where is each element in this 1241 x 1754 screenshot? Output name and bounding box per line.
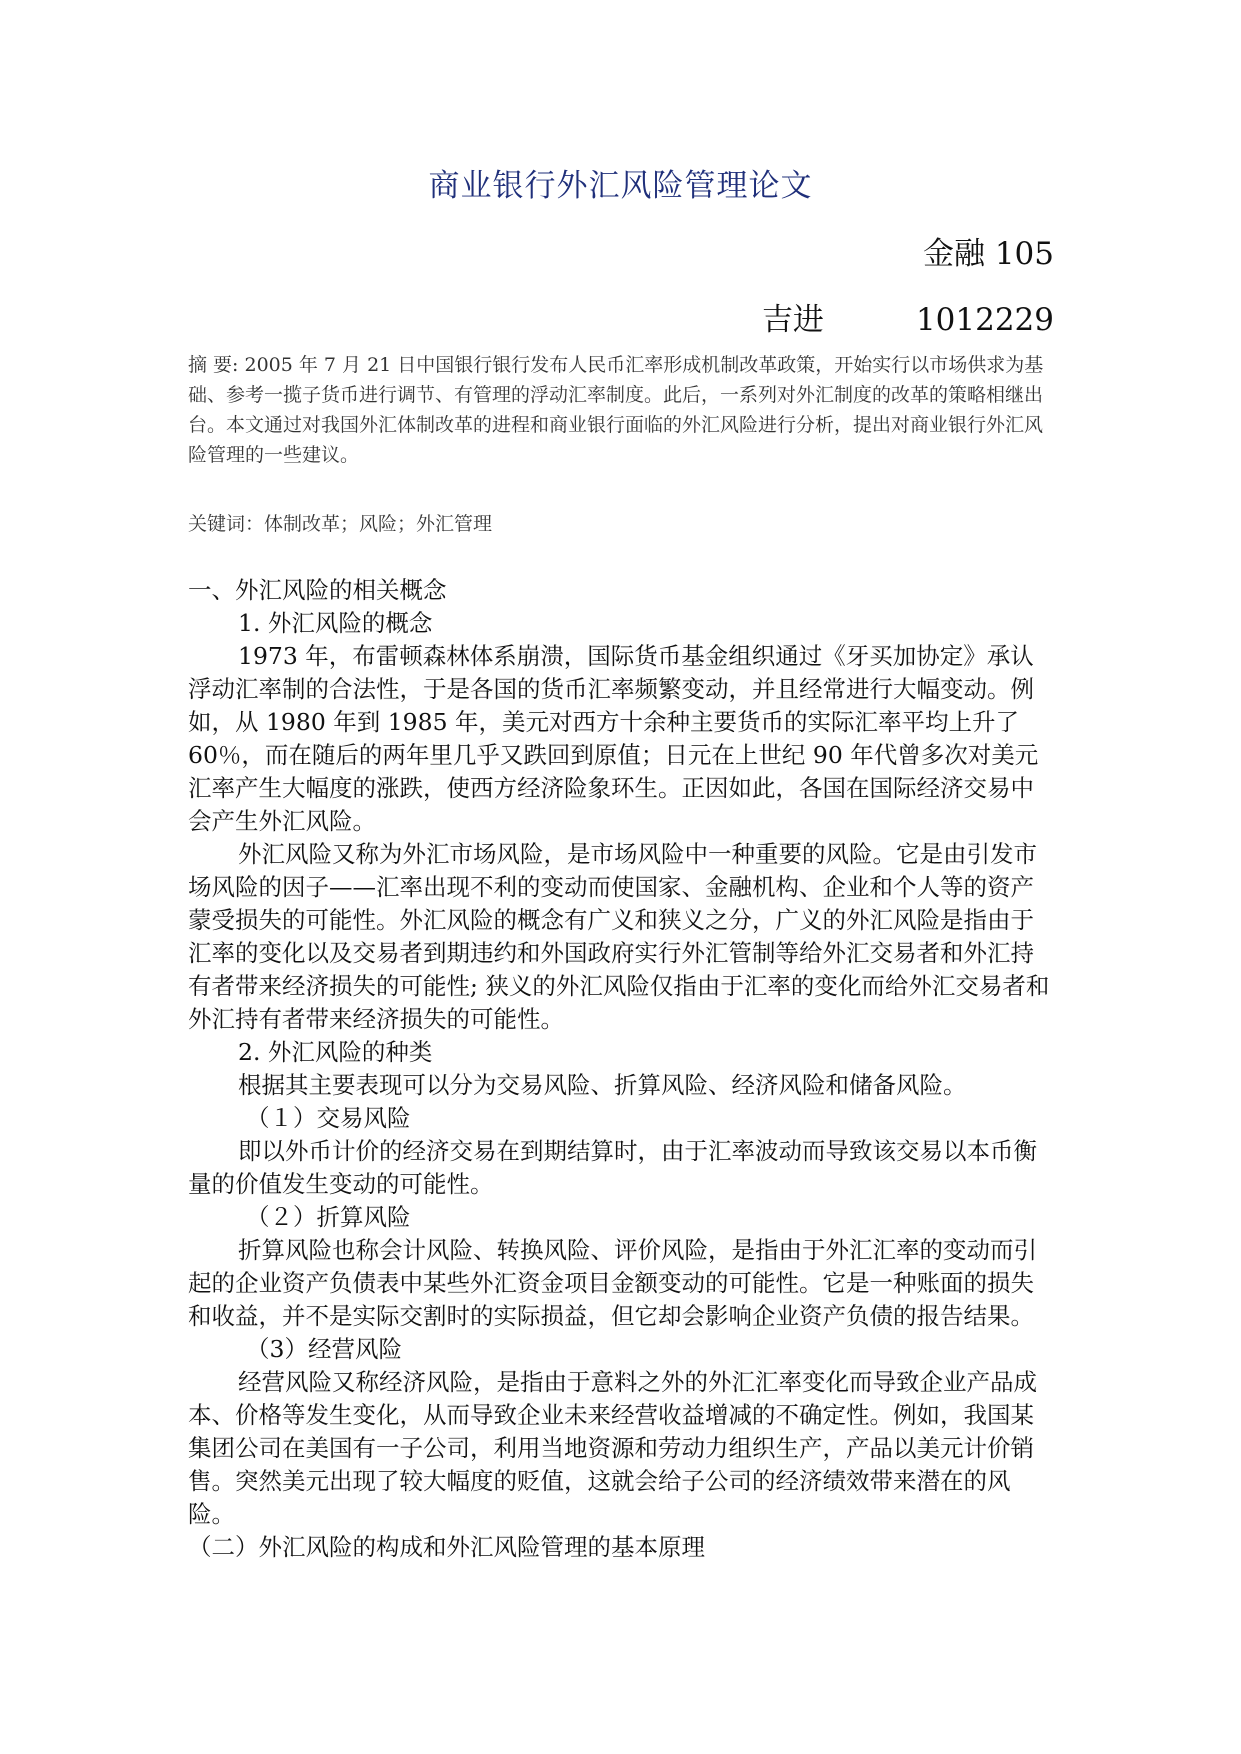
section-heading: 一、外汇风险的相关概念 (188, 576, 447, 604)
paragraph: 1973 年，布雷顿森林体系崩溃，国际货币基金组织通过《牙买加协定》承认浮动汇率制的合法性，于是各国的货币汇率频繁变动，并且经常进行大幅变动。例如，从 1980 年到 1985 年，美元对西方十余种主要货币的实际汇率平均上升了 60％，而在随后的两年里几乎又跌回到原值；日元在上世纪 90 年代曾多次对美元汇率产生大幅度的涨跌，使西方经济险象环生。正因如此，各国在国际经济交易中会产生外汇风险。 (188, 642, 1039, 835)
subsection-heading: 2. 外汇风险的种类 (238, 1038, 433, 1066)
abstract: 摘 要: 2005 年 7 月 21 日中国银行银行发布人民币汇率形成机制改革政策，开始实行以市场供求为基础、参考一揽子货币进行调节、有管理的浮动汇率制度。此后，一系列对外汇制度的改革的策略相继出台。本文通过对我国外汇体制改革的进程和商业银行面临的外汇风险进行分析，提出对商业银行外汇风险管理的一些建议。 (188, 354, 1044, 466)
author-name: 吉进 (761, 302, 824, 338)
item-heading: （１）交易风险 (246, 1104, 411, 1132)
paragraph: 根据其主要表现可以分为交易风险、折算风险、经济风险和储备风险。 (238, 1071, 967, 1099)
document-title: 商业银行外汇风险管理论文 (428, 168, 813, 204)
author-id: 1012229 (915, 302, 1054, 338)
paragraph: 折算风险也称会计风险、转换风险、评价风险，是指由于外汇汇率的变动而引起的企业资产负债表中某些外汇资金项目金额变动的可能性。它是一种账面的损失和收益，并不是实际交割时的实际损益，但它却会影响企业资产负债的报告结果。 (188, 1236, 1037, 1330)
class-line: 金融 105 (922, 236, 1054, 272)
paragraph: 外汇风险又称为外汇市场风险，是市场风险中一种重要的风险。它是由引发市场风险的因子——汇率出现不利的变动而使国家、金融机构、企业和个人等的资产蒙受损失的可能性。外汇风险的概念有广义和狭义之分，广义的外汇风险是指由于汇率的变化以及交易者到期违约和外国政府实行外汇管制等给外汇交易者和外汇持有者带来经济损失的可能性; 狭义的外汇风险仅指由于汇率的变化而给外汇交易者和外汇持有者带来经济损失的可能性。 (188, 840, 1050, 1033)
body-text (188, 574, 1052, 1564)
subsection-heading: 1. 外汇风险的概念 (238, 609, 433, 637)
section-heading: （二）外汇风险的构成和外汇风险管理的基本原理 (188, 1533, 705, 1561)
author-line (762, 294, 1054, 339)
paragraph: 即以外币计价的经济交易在到期结算时，由于汇率波动而导致该交易以本币衡量的价值发生变动的可能性。 (188, 1137, 1037, 1198)
item-heading: （3）经营风险 (246, 1335, 402, 1363)
paragraph: 经营风险又称经济风险，是指由于意料之外的外汇汇率变化而导致企业产品成本、价格等发生变化，从而导致企业未来经营收益增减的不确定性。例如，我国某集团公司在美国有一子公司，利用当地资源和劳动力组织生产，产品以美元计价销售。突然美元出现了较大幅度的贬值，这就会给子公司的经济绩效带来潜在的风险。 (188, 1368, 1037, 1528)
item-heading: （２）折算风险 (246, 1203, 411, 1231)
keywords: 关键词：体制改革；风险；外汇管理 (188, 513, 493, 535)
